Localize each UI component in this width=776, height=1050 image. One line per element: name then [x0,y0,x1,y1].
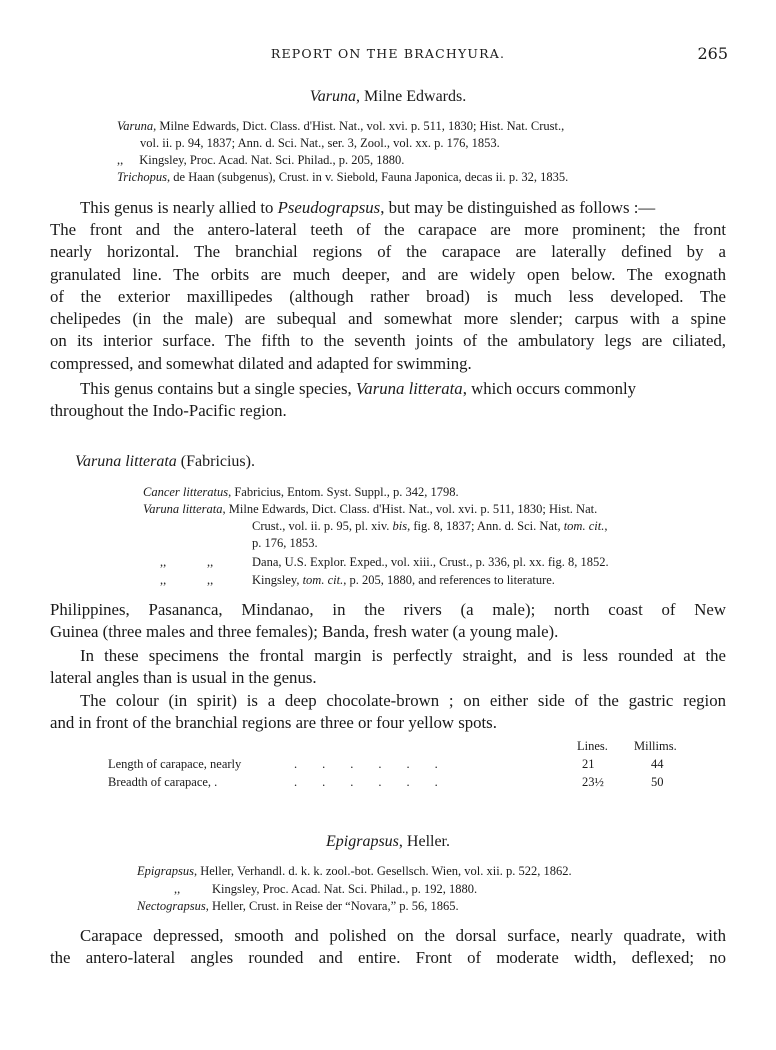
synonym-text: , Fabricius, Entom. Syst. Suppl., p. 342, 1798. [228,485,459,499]
body-line: throughout the Indo-Pacific region. [50,401,287,420]
ditto-mark: ,, [117,153,124,167]
synonym-line: Dana, U.S. Explor. Exped., vol. xiii., Crust., p. 336, pl. xx. fig. 8, 1852. [252,555,609,569]
body-line: The front and the antero-lateral teeth of the carapace are more prominent; the front [50,220,726,239]
species-heading [75,453,255,471]
table-row-label: Breadth of carapace, . [108,775,218,789]
species-name: Varuna litterata [75,453,177,470]
text-run: Crust., vol. ii. p. 95, pl. xiv. [252,519,390,533]
synonym-line [252,572,555,589]
synonym-line [117,118,564,135]
genus-author: , Heller. [398,833,450,850]
synonym-line: Kingsley, Proc. Acad. Nat. Sci. Philad., p. 192, 1880. [212,882,478,896]
body-line: Carapace depressed, smooth and polished on the dorsal surface, nearly quadrate, with [80,926,726,945]
synonym-text: , Heller, Crust. in Reise der “Novara,” p. 56, 1865. [205,899,459,913]
text-run: , [604,519,608,533]
table-leader-dots: . . . . . . [294,775,438,789]
table-leader-dots: . . . . . . [294,757,438,771]
synonym-name: Varuna [117,119,154,133]
synonym-name: Epigrapsus [137,864,194,878]
synonym-name: Varuna litterata [143,502,223,516]
species-ref: Varuna litterata [355,379,463,398]
body-line: lateral angles than is usual in the genus. [50,668,317,687]
ditto-mark: ,, [160,555,167,569]
genus-name: Varuna [309,88,357,105]
text-run: , fig. 8, 1837; Ann. d. Sci. Nat, [407,519,561,533]
body-line: chelipedes (in the male) are subequal and somewhat more slender; carpus with a spine [50,309,726,328]
body-line: and in front of the branchial regions are three or four yellow spots. [50,713,497,732]
genus-author: , Milne Edwards. [356,88,467,105]
table-header-millims: Millims. [634,739,677,753]
table-cell-lines: 23½ [582,775,604,789]
body-line: compressed, and somewhat dilated and adapted for swimming. [50,354,472,373]
genus-ref: Pseudograpsus [277,198,381,217]
species-author: (Fabricius). [176,453,255,470]
table-cell-millims: 44 [651,757,664,771]
genus-heading-epigrapsus [0,833,776,851]
text-run: bis [392,519,408,533]
running-title: REPORT ON THE BRACHYURA. [270,46,506,61]
synonym-line [137,898,459,915]
text-run: tom. cit. [563,519,605,533]
body-line: In these specimens the frontal margin is perfectly straight, and is less rounded at the [80,646,726,665]
ditto-mark: ,, [174,882,181,896]
table-row-label: Length of carapace, nearly [108,757,242,771]
text-run: This genus contains but a single species, [80,379,352,398]
synonym-text: , de Haan (subgenus), Crust. in v. Siebold, Fauna Japonica, decas ii. p. 32, 1835. [167,170,569,184]
synonym-text: Kingsley, Proc. Acad. Nat. Sci. Philad., p. 205, 1880. [139,153,405,167]
text-run: , but may be distinguished as follows :— [380,198,656,217]
text-run: tom. cit. [302,573,344,587]
body-line [80,378,636,400]
synonym-text: , Milne Edwards, Dict. Class. d'Hist. Nat., vol. xvi. p. 511, 1830; Hist. Nat. [222,502,598,516]
text-run: Kingsley, [252,573,300,587]
text-run: , p. 205, 1880, and references to literature. [343,573,555,587]
body-line: nearly horizontal. The branchial regions of the carapace are laterally defined by a [50,242,726,261]
body-line: The colour (in spirit) is a deep chocolate-brown ; on either side of the gastric region [80,691,726,710]
body-line: of the exterior maxillipedes (although rather broad) is much less developed. The [50,287,726,306]
synonym-text: , Milne Edwards, Dict. Class. d'Hist. Nat., vol. xvi. p. 511, 1830; Hist. Nat. Crust., [153,119,565,133]
synonym-line [143,484,459,501]
body-line: Guinea (three males and three females); Banda, fresh water (a young male). [50,622,559,641]
body-line: the antero-lateral angles rounded and entire. Front of moderate width, deflexed; no [50,948,726,967]
text-run: This genus is nearly allied to [80,198,274,217]
synonym-line [143,501,597,518]
synonym-text: , Heller, Verhandl. d. k. k. zool.-bot. Gesellsch. Wien, vol. xii. p. 522, 1862. [193,864,572,878]
body-line: granulated line. The orbits are much deeper, and are widely open below. The exognath [50,265,726,284]
synonym-line [137,863,572,880]
genus-name: Epigrapsus [326,833,399,850]
synonym-line: vol. ii. p. 94, 1837; Ann. d. Sci. Nat., ser. 3, Zool., vol. xx. p. 176, 1853. [140,136,500,150]
synonym-name: Nectograpsus [137,899,206,913]
table-cell-millims: 50 [651,775,664,789]
synonym-line [252,518,607,535]
synonym-name: Cancer litteratus [143,485,229,499]
table-header-lines: Lines. [577,739,608,753]
synonym-line [117,152,404,169]
ditto-mark: ,, [207,555,214,569]
body-line [80,197,655,219]
genus-heading-varuna [0,88,776,106]
ditto-mark: ,, [160,573,167,587]
synonym-line [117,169,568,186]
synonym-name: Trichopus [117,170,168,184]
ditto-mark: ,, [207,573,214,587]
table-cell-lines: 21 [582,757,595,771]
body-line: Philippines, Pasananca, Mindanao, in the rivers (a male); north coast of New [50,600,726,619]
page-number: 265 [697,44,728,63]
synonym-line: p. 176, 1853. [252,536,318,550]
text-run: , which occurs commonly [462,379,637,398]
body-line: on its interior surface. The fifth to the seventh joints of the ambulatory legs are ciliated, [50,331,726,350]
